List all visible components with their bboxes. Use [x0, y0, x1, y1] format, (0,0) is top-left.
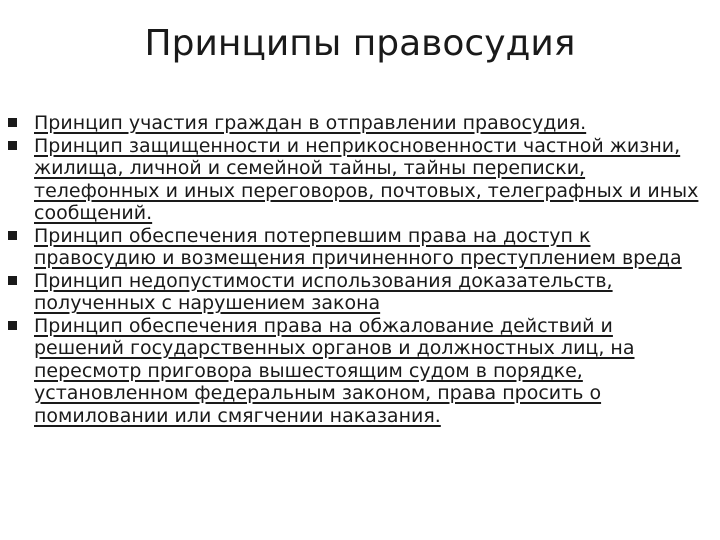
square-bullet-icon [8, 118, 17, 127]
list-item [0, 135, 720, 225]
bullet-text: Принцип обеспечения потерпевшим права на доступ к правосудию и возмещения причиненного преступлением вреда [34, 224, 682, 269]
square-bullet-icon [8, 141, 17, 150]
list-item [0, 112, 720, 135]
list-item [0, 270, 720, 315]
square-bullet-icon [8, 321, 17, 330]
bullet-text: Принцип защищенности и неприкосновенности частной жизни, жилища, личной и семейной тайны, тайны переписки, телефонных и иных переговоров, почтовых, телеграфных и иных сообщений. [34, 134, 699, 224]
square-bullet-icon [8, 231, 17, 240]
bullet-list [0, 112, 720, 427]
square-bullet-icon [8, 276, 17, 285]
list-item [0, 225, 720, 270]
slide-title: Принципы правосудия [144, 23, 576, 64]
bullet-text: Принцип обеспечения права на обжалование действий и решений государственных органов и должностных лиц, на пересмотр приговора вышестоящим судом в порядке, установленном федеральным законом, права просить о помиловании или смягчении наказания. [34, 314, 635, 427]
bullet-text: Принцип участия граждан в отправлении правосудия. [34, 112, 587, 134]
bullet-text: Принцип недопустимости использования доказательств, полученных с нарушением закона [34, 269, 613, 314]
list-item [0, 315, 720, 428]
